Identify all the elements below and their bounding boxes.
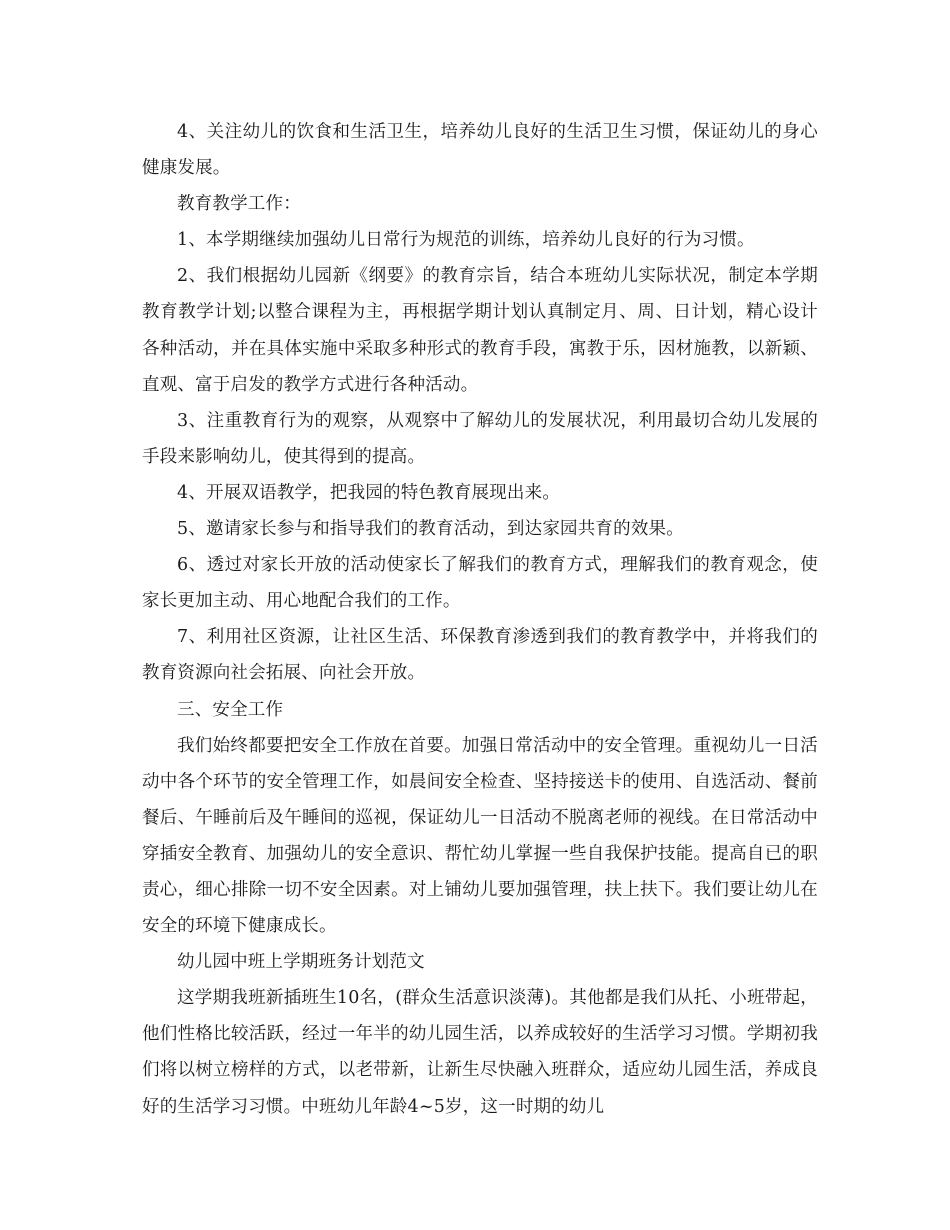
paragraph-class-overview: 这学期我班新插班生10名，(群众生活意识淡薄)。其他都是我们从托、小班带起，他们性格比较活跃，经过一年半的幼儿园生活，以养成较好的生活学习习惯。学期初我们将以树立榜样的方式，以老带新，让新生尽快融入班群众，适应幼儿园生活，养成良好的生活学习习惯。中班幼儿年龄4~5岁，这一时期的幼儿	[142, 988, 818, 1117]
paragraph-item-5-parents: 5、邀请家长参与和指导我们的教育活动，到达家园共育的效果。	[177, 519, 684, 540]
paragraph-item-4-bilingual: 4、开展双语教学，把我园的特色教育展现出来。	[177, 482, 561, 503]
paragraph-safety: 我们始终都要把安全工作放在首要。加强日常活动中的安全管理。重视幼儿一日活动中各个环节的安全管理工作，如晨间安全检查、坚持接送卡的使用、自选活动、餐前餐后、午睡前后及午睡间的巡视，保证幼儿一日活动不脱离老师的视线。在日常活动中穿插安全教育、加强幼儿的安全意识、帮忙幼儿掌握一些自我保护技能。提高自已的职责心，细心排除一切不安全因素。对上铺幼儿要加强管理，扶上扶下。我们要让幼儿在安全的环境下健康成长。	[142, 735, 818, 937]
paragraph-item-3-observation: 3、注重教育行为的观察，从观察中了解幼儿的发展状况，利用最切合幼儿发展的手段来影响幼儿，使其得到的提高。	[142, 410, 818, 467]
paragraph-item-7-community: 7、利用社区资源，让社区生活、环保教育渗透到我们的教育教学中，并将我们的教育资源向社会拓展、向社会开放。	[142, 627, 818, 684]
paragraph-item-2-teaching-plan: 2、我们根据幼儿园新《纲要》的教育宗旨，结合本班幼儿实际状况，制定本学期教育教学计划;以整合课程为主，再根据学期计划认真制定月、周、日计划，精心设计各种活动，并在具体实施中采取多种形式的教育手段，寓教于乐，因材施教，以新颖、直观、富于启发的教学方式进行各种活动。	[142, 266, 818, 395]
section-heading-safety-work: 三、安全工作	[177, 699, 284, 720]
section-heading-teaching-work: 教育教学工作：	[177, 194, 301, 215]
document-subtitle: 幼儿园中班上学期班务计划范文	[177, 952, 425, 973]
paragraph-item-4-diet-hygiene: 4、关注幼儿的饮食和生活卫生，培养幼儿良好的生活卫生习惯，保证幼儿的身心健康发展。	[142, 122, 818, 179]
document-body	[142, 114, 818, 1125]
paragraph-item-6-open-activities: 6、透过对家长开放的活动使家长了解我们的教育方式，理解我们的教育观念，使家长更加主动、用心地配合我们的工作。	[142, 555, 818, 612]
paragraph-item-1-behavior: 1、本学期继续加强幼儿日常行为规范的训练，培养幼儿良好的行为习惯。	[177, 230, 755, 251]
